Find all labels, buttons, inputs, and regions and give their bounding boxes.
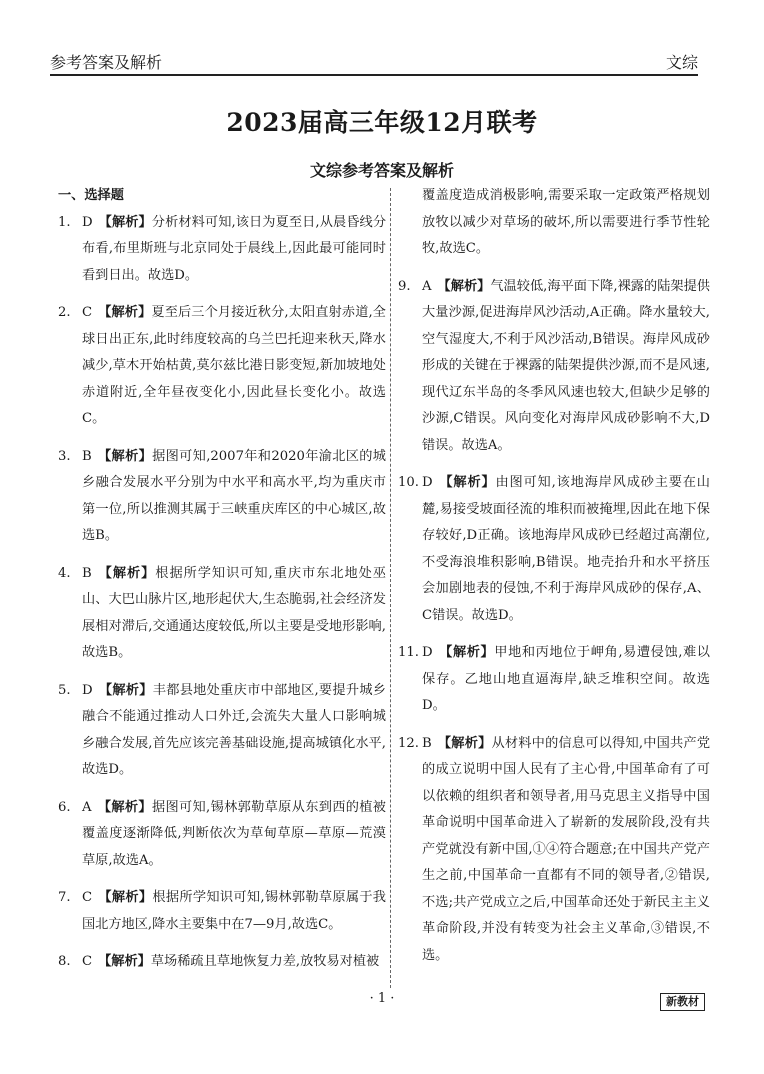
analysis-text: 气温较低,海平面下降,裸露的陆架提供大量沙源,促进海岸风沙活动,A正确。降水量较大,空气湿度大,不利于风沙活动,B错误。海岸风成砂形成的关键在于裸露的陆架提供沙源,而不是风速,现代辽东半岛的冬季风风速也较大,但缺少足够的沙源,C错误。风向变化对海岸风成砂影响不大,D错误。故选A。 <box>422 278 710 453</box>
header-left: 参考答案及解析 <box>50 53 163 72</box>
page-title: 2023届高三年级12月联考 <box>226 108 538 137</box>
analysis-text: 据图可知,2007年和2020年渝北区的城乡融合发展水平分别为中水平和高水平,均为重庆市第一位,所以推测其属于三峡重庆库区的中心城区,故选B。 <box>82 448 386 543</box>
answer-letter: D <box>422 475 433 490</box>
question-number: 9. <box>398 278 411 294</box>
question-number: 3. <box>58 448 71 464</box>
answer-letter: D <box>422 645 433 660</box>
edition-badge: 新教材 <box>660 993 705 1011</box>
answer-item <box>58 210 386 290</box>
answer-item <box>58 949 386 976</box>
right-column <box>398 183 710 980</box>
page-subtitle: 文综参考答案及解析 <box>309 161 454 180</box>
analysis-text: 由图可知,该地海岸风成砂主要在山麓,易接受坡面径流的堆积而被掩埋,因此在地下保存较好,D正确。该地海岸风成砂已经超过高潮位,不受海浪堆积影响,B错误。地壳抬升和水平挤压会加剧地表的侵蚀,不利于海岸风成砂的保存,A、C错误。故选D。 <box>422 475 710 623</box>
analysis-text: 从材料中的信息可以得知,中国共产党的成立说明中国人民有了主心骨,中国革命有了可以依赖的组织者和领导者,用马克思主义指导中国革命说明中国革命进入了崭新的发展阶段,没有共产党就没有新中国,①④符合题意;在中国共产党产生之前,中国革命一直都有不同的领导者,②错误,不选;共产党成立之后,中国革命还处于新民主主义革命阶段,并没有转变为社会主义革命,③错误,不选。 <box>422 735 711 963</box>
analysis-text: 丰都县地处重庆市中部地区,要提升城乡融合不能通过推动人口外迁,会流失大量人口影响城乡融合发展,首先应该完善基础设施,提高城镇化水平,故选D。 <box>82 682 386 777</box>
analysis-tag: 【解析】 <box>98 890 153 905</box>
answer-item <box>398 470 710 629</box>
answer-letter: D <box>82 214 93 230</box>
answer-item <box>398 731 710 970</box>
analysis-text: 甲地和丙地位于岬角,易遭侵蚀,难以保存。乙地山地直逼海岸,缺乏堆积空间。故选D。 <box>422 645 710 713</box>
question-number: 12. <box>398 735 419 751</box>
analysis-tag: 【解析】 <box>98 682 153 698</box>
analysis-tag: 【解析】 <box>97 799 152 815</box>
analysis-text: 根据所学知识可知,锡林郭勒草原属于我国北方地区,降水主要集中在7—9月,故选C。 <box>82 890 386 932</box>
question-number: 4. <box>58 565 71 581</box>
page-header <box>50 44 698 76</box>
answer-letter: C <box>82 305 93 320</box>
answer-item <box>398 274 710 460</box>
answer-letter: A <box>422 278 432 294</box>
answer-item <box>58 561 386 667</box>
analysis-tag: 【解析】 <box>97 565 156 581</box>
answer-letter: B <box>82 565 92 581</box>
column-divider <box>390 188 391 988</box>
analysis-tag: 【解析】 <box>437 735 492 751</box>
analysis-tag: 【解析】 <box>438 475 496 490</box>
analysis-tag: 【解析】 <box>437 278 491 294</box>
analysis-tag: 【解析】 <box>438 645 495 660</box>
question-number: 8. <box>58 954 71 969</box>
question-number: 10. <box>398 475 419 490</box>
question-number: 1. <box>58 214 71 230</box>
header-right: 文综 <box>665 53 698 72</box>
analysis-text: 草场稀疏且草地恢复力差,放牧易对植被 <box>150 954 380 969</box>
answer-item <box>58 678 386 784</box>
answer-letter: C <box>82 890 93 905</box>
answer-letter: C <box>82 954 93 969</box>
question-number: 2. <box>58 305 71 320</box>
analysis-tag: 【解析】 <box>98 305 152 320</box>
analysis-text: 据图可知,锡林郭勒草原从东到西的植被覆盖度逐渐降低,判断依次为草甸草原—草原—荒漠草原,故选A。 <box>82 799 386 868</box>
analysis-text: 分析材料可知,该日为夏至日,从晨昏线分布看,布里斯班与北京同处于晨线上,因此最可能同时看到日出。故选D。 <box>82 214 387 283</box>
analysis-tag: 【解析】 <box>98 214 152 230</box>
answer-item <box>398 640 710 720</box>
answer-item <box>58 885 386 938</box>
answer-letter: B <box>82 448 92 464</box>
question-number: 6. <box>58 799 71 815</box>
analysis-text: 夏至后三个月接近秋分,太阳直射赤道,全球日出正东,此时纬度较高的乌兰巴托迎来秋天,降水减少,草木开始枯黄,莫尔兹比港日影变短,新加坡地处赤道附近,全年昼夜变化小,因此昼长变化小。故选C。 <box>82 305 386 426</box>
analysis-tag: 【解析】 <box>98 954 151 969</box>
question-number: 11. <box>398 645 419 660</box>
question-number: 5. <box>58 682 71 698</box>
page-number: · 1 · <box>369 991 395 1006</box>
continued-text: 覆盖度造成消极影响,需要采取一定政策严格规划放牧以减少对草场的破坏,所以需要进行季节性轮牧,故选C。 <box>422 188 710 256</box>
answer-letter: D <box>82 682 93 698</box>
answer-item <box>58 795 386 875</box>
answer-letter: B <box>422 735 432 751</box>
analysis-tag: 【解析】 <box>97 448 153 464</box>
answer-item <box>58 300 386 433</box>
analysis-text: 根据所学知识可知,重庆市东北地处巫山、大巴山脉片区,地形起伏大,生态脆弱,社会经济发展相对滞后,交通通达度较低,所以主要是受地形影响,故选B。 <box>82 565 386 660</box>
left-column <box>58 183 386 987</box>
question-number: 7. <box>58 890 71 905</box>
answer-item <box>58 444 386 550</box>
section-title: 一、选择题 <box>58 188 124 203</box>
answer-letter: A <box>82 799 92 815</box>
